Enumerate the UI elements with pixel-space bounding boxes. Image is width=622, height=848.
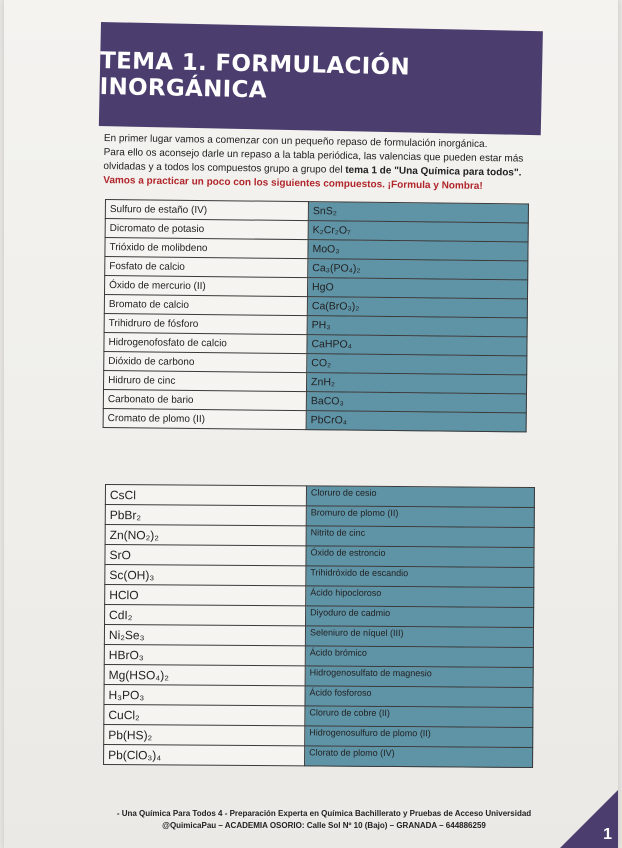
name-cell: Sulfuro de estaño (IV) (105, 200, 308, 221)
formula-cell: HgO (307, 278, 527, 299)
name-cell: Ácido fosforoso (305, 686, 533, 708)
formulas-to-names-table (103, 484, 535, 768)
table-row (103, 408, 526, 431)
formula-cell: PH₃ (307, 316, 527, 337)
intro-book-reference: tema 1 de "Una Química para todos". (345, 164, 522, 179)
formula-cell: K₂Cr₂O₇ (308, 221, 528, 242)
formula-cell: CO₂ (307, 354, 527, 375)
name-cell: Hidrogenofosfato de calcio (104, 332, 307, 353)
formula-cell: Ca₃(PO₄)₂ (308, 259, 528, 280)
name-cell: Hidruro de cinc (104, 370, 307, 391)
formula-cell: Pb(HS)₂ (104, 724, 305, 745)
name-cell: Ácido hipocloroso (306, 586, 534, 608)
names-to-formulas-table (103, 199, 529, 432)
worksheet-page (4, 0, 618, 848)
intro-text (103, 132, 544, 195)
formula-cell: MoO₃ (308, 240, 528, 261)
name-cell: Trihidruro de fósforo (104, 313, 307, 334)
name-cell: Hidrogenosulfuro de plomo (II) (305, 726, 533, 748)
table-row (104, 744, 533, 767)
name-cell: Carbonato de bario (103, 389, 306, 410)
page-number: 1 (603, 826, 612, 843)
name-cell: Dióxido de carbono (104, 351, 307, 372)
footer-line-1: - Una Química Para Todos 4 - Preparación Experta en Química Bachillerato y Pruebas de Acceso Universidad (116, 809, 532, 818)
formula-cell: HBrO₃ (104, 644, 305, 665)
name-cell: Fosfato de calcio (105, 257, 308, 278)
formula-cell: Pb(ClO₃)₄ (104, 744, 305, 765)
name-cell: Bromuro de plomo (II) (306, 506, 534, 528)
formula-cell: Sc(OH)₃ (105, 565, 306, 586)
name-cell: Hidrogenosulfato de magnesio (305, 666, 533, 688)
name-cell: Cloruro de cesio (306, 486, 534, 508)
formula-cell: Zn(NO₂)₂ (105, 525, 306, 546)
name-cell: Trihidróxido de escandio (306, 566, 534, 588)
name-cell: Ácido brómico (305, 646, 533, 668)
formula-cell: SnS₂ (308, 202, 528, 223)
formula-cell: CsCl (105, 485, 306, 506)
formula-cell: Ni₂Se₃ (104, 625, 305, 646)
formula-cell: BaCO₃ (306, 392, 526, 413)
footer (94, 808, 554, 832)
name-cell: Bromato de calcio (104, 295, 307, 316)
name-cell: Nitrito de cinc (306, 526, 534, 548)
formula-cell: CuCl₂ (104, 704, 305, 725)
name-cell: Diyoduro de cadmio (306, 606, 534, 628)
formula-cell: Ca(BrO₃)₂ (307, 297, 527, 318)
formula-cell: HClO (105, 585, 306, 606)
formula-cell: H₃PO₃ (104, 684, 305, 705)
footer-line-2: @QuimicaPau – ACADEMIA OSORIO: Calle Sol Nº 10 (Bajo) – GRANADA – 644886259 (162, 821, 486, 830)
formula-cell: CaHPO₄ (307, 335, 527, 356)
name-cell: Óxido de mercurio (II) (104, 276, 307, 297)
title-banner (99, 22, 543, 135)
name-cell: Cromato de plomo (II) (103, 408, 306, 429)
intro-line-1: En primer lugar vamos a comenzar con un pequeño repaso de formulación inorgánica. (103, 132, 488, 151)
name-cell: Seleniuro de níquel (III) (305, 626, 533, 648)
formula-cell: ZnH₂ (306, 373, 526, 394)
name-cell: Trióxido de molibdeno (105, 238, 308, 259)
formula-cell: PbCrO₄ (306, 411, 526, 432)
formula-cell: Mg(HSO₄)₂ (104, 664, 305, 685)
exercise-instruction: Vamos a practicar un poco con los siguientes compuestos. ¡Formula y Nombra! (103, 174, 483, 192)
formula-cell: PbBr₂ (105, 505, 306, 526)
name-cell: Dicromato de potasio (105, 219, 308, 240)
formula-cell: CdI₂ (105, 605, 306, 626)
name-cell: Clorato de plomo (IV) (305, 746, 533, 768)
page-title: TEMA 1. FORMULACIÓN INORGÁNICA (99, 47, 411, 104)
formula-cell: SrO (105, 545, 306, 566)
name-cell: Óxido de estroncio (306, 546, 534, 568)
intro-line-2-text: Para ello os aconsejo darle un repaso a la tabla periódica, las valencias que pueden estar más olvidadas y a todos los compuestos grupo a grupo del (103, 146, 524, 176)
name-cell: Cloruro de cobre (II) (305, 706, 533, 728)
